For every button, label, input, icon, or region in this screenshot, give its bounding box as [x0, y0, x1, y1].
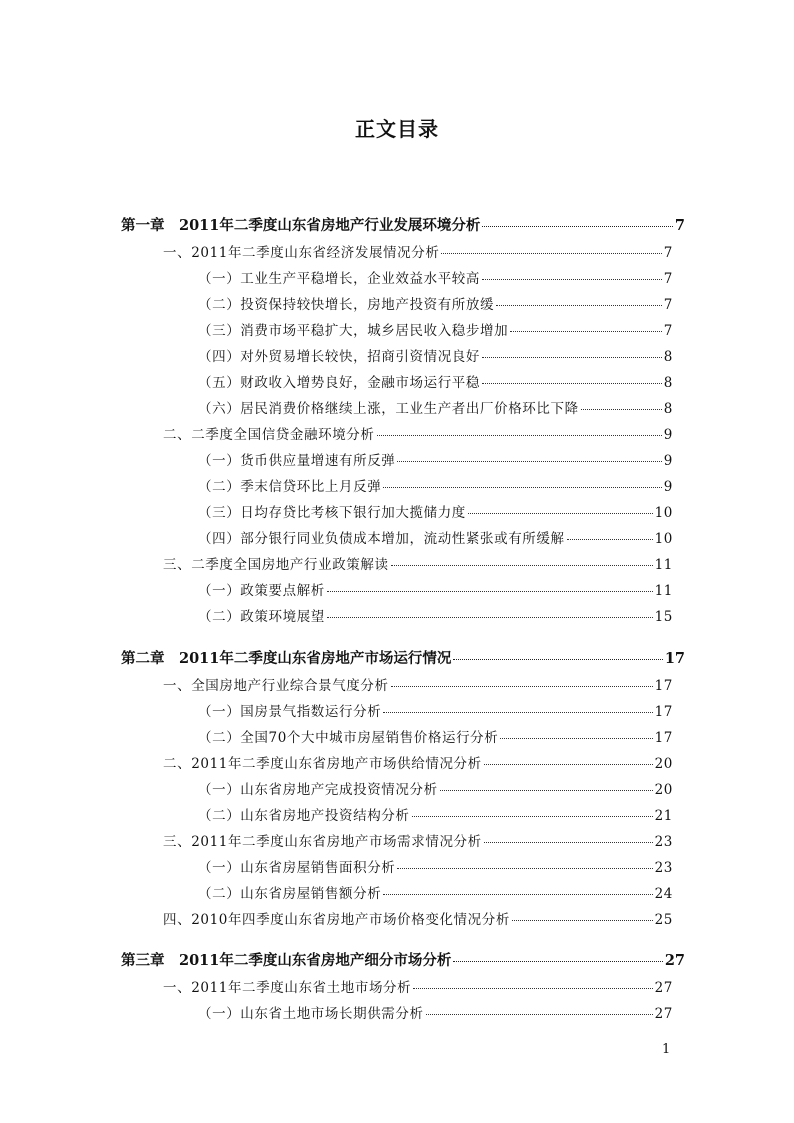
toc-entry[interactable]: [198, 449, 673, 469]
toc-entry-page: 8: [663, 375, 673, 391]
dot-leader: [496, 304, 662, 306]
toc-entry-text: 第二章 2011年二季度山东省房地产市场运行情况: [121, 650, 452, 667]
dot-leader: [453, 658, 662, 660]
toc-entry[interactable]: [198, 501, 673, 521]
toc-entry[interactable]: [198, 293, 673, 313]
dot-leader: [383, 893, 652, 895]
dot-leader: [468, 512, 653, 514]
dot-leader: [482, 382, 662, 384]
toc-entry[interactable]: [121, 214, 685, 235]
toc-entry[interactable]: [198, 319, 673, 339]
toc-entry-text: （一）工业生产平稳增长，企业效益水平较高: [198, 271, 480, 287]
toc-entry-text: 一、全国房地产行业综合景气度分析: [163, 678, 389, 694]
toc-entry[interactable]: [163, 830, 673, 850]
toc-entry-text: （二）山东省房地产投资结构分析: [198, 808, 410, 824]
toc-entry[interactable]: [163, 423, 673, 443]
toc-entry-page: 11: [654, 557, 673, 573]
toc-entry[interactable]: [163, 674, 673, 694]
toc-entry[interactable]: [198, 856, 673, 876]
toc-entry-page: 7: [663, 245, 673, 261]
toc-entry-page: 9: [663, 427, 673, 443]
toc-entry[interactable]: [198, 605, 673, 625]
toc-entry-page: 21: [654, 808, 673, 824]
toc-entry[interactable]: [121, 647, 685, 668]
toc-entry-text: 二、二季度全国信贷金融环境分析: [163, 427, 375, 443]
toc-entry-text: 一、2011年二季度山东省土地市场分析: [163, 980, 412, 996]
dot-leader: [412, 815, 653, 817]
toc-entry[interactable]: [198, 579, 673, 599]
toc-entry-text: （一）国房景气指数运行分析: [198, 704, 382, 720]
dot-leader: [567, 538, 653, 540]
toc-entry-page: 25: [654, 912, 673, 928]
toc-entry-text: （四）对外贸易增长较快，招商引资情况良好: [198, 349, 480, 365]
toc-entry[interactable]: [163, 976, 673, 996]
toc-entry-text: （一）山东省土地市场长期供需分析: [198, 1006, 424, 1022]
toc-entry[interactable]: [198, 267, 673, 287]
toc-entry[interactable]: [198, 527, 673, 547]
toc-entry-page: 11: [654, 583, 673, 599]
toc-entry[interactable]: [198, 778, 673, 798]
toc-entry-text: （二）全国70个大中城市房屋销售价格运行分析: [198, 730, 499, 746]
toc-entry-page: 20: [654, 756, 673, 772]
toc-entry-text: （二）投资保持较快增长，房地产投资有所放缓: [198, 297, 495, 313]
toc-entry-page: 8: [663, 401, 673, 417]
toc-entry[interactable]: [198, 804, 673, 824]
dot-leader: [383, 711, 652, 713]
dot-leader: [391, 564, 653, 566]
toc-entry-text: （一）山东省房地产完成投资情况分析: [198, 782, 438, 798]
toc-entry[interactable]: [121, 949, 685, 970]
dot-leader: [383, 486, 661, 488]
toc-entry[interactable]: [198, 397, 673, 417]
toc-entry-page: 17: [654, 730, 673, 746]
dot-leader: [482, 356, 662, 358]
toc-entry-page: 7: [663, 323, 673, 339]
toc-entry-page: 17: [654, 678, 673, 694]
toc-entry[interactable]: [198, 1002, 673, 1022]
toc-entry-text: 第一章 2011年二季度山东省房地产行业发展环境分析: [121, 217, 481, 234]
page-number: 1: [662, 1042, 671, 1057]
toc-entry-page: 23: [654, 834, 673, 850]
toc-entry-text: （二）季末信贷环比上月反弹: [198, 479, 382, 495]
toc-entry[interactable]: [198, 475, 673, 495]
toc-entry-page: 27: [654, 1006, 673, 1022]
toc-entry-text: （四）部分银行同业负债成本增加，流动性紧张或有所缓解: [198, 531, 565, 547]
dot-leader: [440, 789, 653, 791]
toc-entry-text: （一）山东省房屋销售面积分析: [198, 860, 396, 876]
toc-entry-page: 10: [654, 531, 673, 547]
dot-leader: [391, 685, 653, 687]
dot-leader: [510, 330, 662, 332]
toc-entry[interactable]: [163, 241, 673, 261]
toc-entry[interactable]: [163, 553, 673, 573]
dot-leader: [377, 434, 662, 436]
toc-entry[interactable]: [198, 726, 673, 746]
toc-entry-text: （六）居民消费价格继续上涨，工业生产者出厂价格环比下降: [198, 401, 579, 417]
dot-leader: [500, 737, 652, 739]
toc-entry-text: （二）政策环境展望: [198, 609, 325, 625]
toc-entry[interactable]: [163, 908, 673, 928]
dot-leader: [327, 616, 653, 618]
toc-entry-text: （二）山东省房屋销售额分析: [198, 886, 382, 902]
dot-leader: [484, 841, 653, 843]
toc-entry-text: （一）政策要点解析: [198, 583, 325, 599]
toc-entry-page: 10: [654, 505, 673, 521]
toc-entry-page: 7: [663, 271, 673, 287]
toc-entry-text: （一）货币供应量增速有所反弹: [198, 453, 396, 469]
toc-entry-text: 三、二季度全国房地产行业政策解读: [163, 557, 389, 573]
toc-entry-page: 17: [664, 650, 685, 667]
dot-leader: [397, 867, 652, 869]
dot-leader: [581, 408, 662, 410]
dot-leader: [484, 763, 653, 765]
toc-entry-text: 三、2011年二季度山东省房地产市场需求情况分析: [163, 834, 482, 850]
dot-leader: [397, 460, 661, 462]
toc-entry[interactable]: [198, 371, 673, 391]
toc-entry[interactable]: [198, 700, 673, 720]
dot-leader: [453, 960, 662, 962]
dot-leader: [482, 225, 673, 227]
toc-entry-text: （五）财政收入增势良好，金融市场运行平稳: [198, 375, 480, 391]
toc-entry-page: 17: [654, 704, 673, 720]
toc-entry-page: 27: [664, 952, 685, 969]
toc-entry[interactable]: [163, 752, 673, 772]
toc-entry-text: 一、2011年二季度山东省经济发展情况分析: [163, 245, 440, 261]
toc-entry-text: 二、2011年二季度山东省房地产市场供给情况分析: [163, 756, 482, 772]
dot-leader: [482, 278, 662, 280]
dot-leader: [327, 590, 653, 592]
toc-entry-page: 9: [663, 479, 673, 495]
toc-entry-text: （三）日均存贷比考核下银行加大揽储力度: [198, 505, 466, 521]
dot-leader: [426, 1013, 653, 1015]
toc-entry-page: 9: [663, 453, 673, 469]
toc-entry-page: 23: [654, 860, 673, 876]
toc-entry-page: 20: [654, 782, 673, 798]
toc-entry[interactable]: [198, 345, 673, 365]
dot-leader: [413, 987, 652, 989]
toc-entry-text: （三）消费市场平稳扩大，城乡居民收入稳步增加: [198, 323, 509, 339]
toc-entry-page: 27: [654, 980, 673, 996]
toc-entry[interactable]: [198, 882, 673, 902]
dot-leader: [441, 252, 661, 254]
dot-leader: [512, 919, 653, 921]
toc-entry-page: 24: [654, 886, 673, 902]
toc-entry-page: 7: [663, 297, 673, 313]
toc-entry-text: 四、2010年四季度山东省房地产市场价格变化情况分析: [163, 912, 510, 928]
toc-entry-page: 8: [663, 349, 673, 365]
page-title: 正文目录: [355, 117, 439, 141]
toc-entry-page: 15: [654, 609, 673, 625]
toc-entry-text: 第三章 2011年二季度山东省房地产细分市场分析: [121, 952, 452, 969]
toc-entry-page: 7: [674, 217, 685, 234]
